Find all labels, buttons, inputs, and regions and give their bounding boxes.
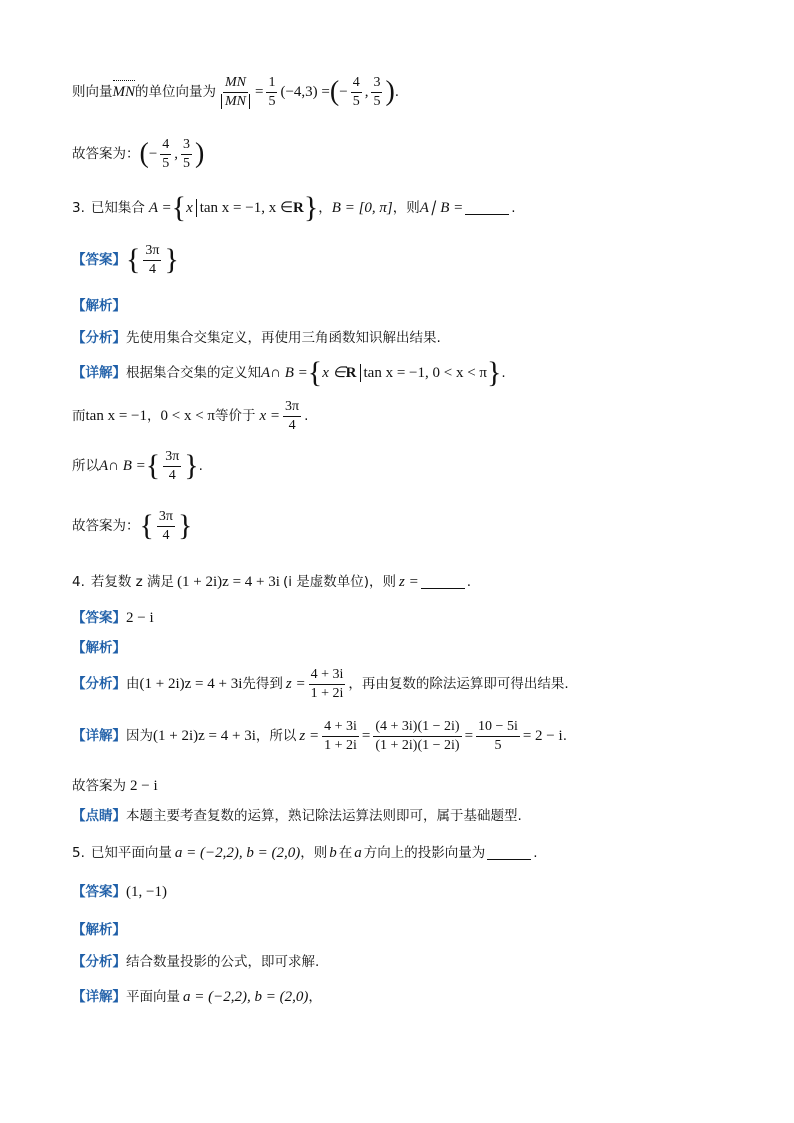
q3-detail-3: 所以 A∩ B = { $\frac{3\pi}{4}$ } .: [72, 449, 203, 483]
q5-analysis-header: 【解析】: [72, 921, 126, 938]
q4-comment: 【点睛】 本题主要考查复数的运算，熟记除法运算法则即可，属于基础题型.: [72, 807, 522, 824]
answer-blank[interactable]: [465, 202, 509, 215]
answer-line-2: 故答案为： ( − $\frac{4}{5}$ , $\frac{3}{5}$ ): [72, 137, 205, 171]
q3-detail-2: 而 tan x = −1 ， 0 < x < π 等价于 x = $\frac{3\pi}{4}$ .: [72, 399, 309, 433]
q4-answer: 【答案】 2 − i: [72, 609, 154, 626]
q5-answer: 【答案】 (1, −1): [72, 883, 167, 900]
question-3: 3. 已知集合 A = { x tan x = −1, x ∈ R } ， B = [0, π] ，则 A∣ B = .: [72, 191, 516, 224]
text: 则向量: [72, 83, 113, 100]
q3-analysis: 【分析】 先使用集合交集定义，再使用三角函数知识解出结果.: [72, 329, 441, 346]
q3-final: 故答案为： { $\frac{3\pi}{4}$ }: [72, 509, 193, 543]
answer-blank[interactable]: [421, 576, 465, 589]
vector-mn: MN: [112, 84, 135, 100]
q3-analysis-header: 【解析】: [72, 297, 126, 314]
answer-blank[interactable]: [487, 847, 531, 860]
question-5: 5. 已知平面向量 a = (−2,2), b = (2,0) ，则 b 在 a 方向上的投影向量为 .: [72, 844, 538, 861]
text: 的单位向量为: [135, 83, 216, 100]
q4-analysis-header: 【解析】: [72, 639, 126, 656]
q4-detail: 【详解】 因为 (1 + 2i)z = 4 + 3i ，所以 z = $\frac{4 + 3i}{1 + 2i}$ = $\frac{(4 + 3i)(1 - 2i)}{(1 + 2i)(1 - 2i)}$ = $\frac{10 - 5i}{5}$ = 2 − i .: [72, 719, 567, 753]
fraction: $\frac{1}{5}$: [268, 75, 276, 109]
q5-analysis: 【分析】 结合数量投影的公式，即可求解.: [72, 953, 320, 970]
q5-detail: 【详解】 平面向量 a = (−2,2), b = (2,0) ，: [72, 988, 322, 1005]
unit-vector-fraction: $\frac{MN}{MN}$: [219, 75, 252, 109]
q3-detail: 【详解】 根据集合交集的定义知 A∩ B = { x ∈ R tan x = −1, 0 < x < π } .: [72, 356, 506, 389]
q4-final: 故答案为 2 − i: [72, 777, 158, 794]
q3-answer: 【答案】 { $\frac{3\pi}{4}$ }: [72, 243, 179, 277]
unit-vector-line: 则向量 MN 的单位向量为 $\frac{MN}{MN}$ = $\frac{1}{5}$ (−4,3) = ( − $\frac{4}{5}$ , $\frac{3}{5}$ ) .: [72, 75, 400, 109]
question-4: 4. 若复数 z 满足 (1 + 2i)z = 4 + 3i (i 是虚数单位)，则 z = .: [72, 573, 472, 590]
q4-analysis: 【分析】 由 (1 + 2i)z = 4 + 3i 先得到 z = $\frac{4 + 3i}{1 + 2i}$ ，再由复数的除法运算即可得出结果.: [72, 667, 569, 701]
